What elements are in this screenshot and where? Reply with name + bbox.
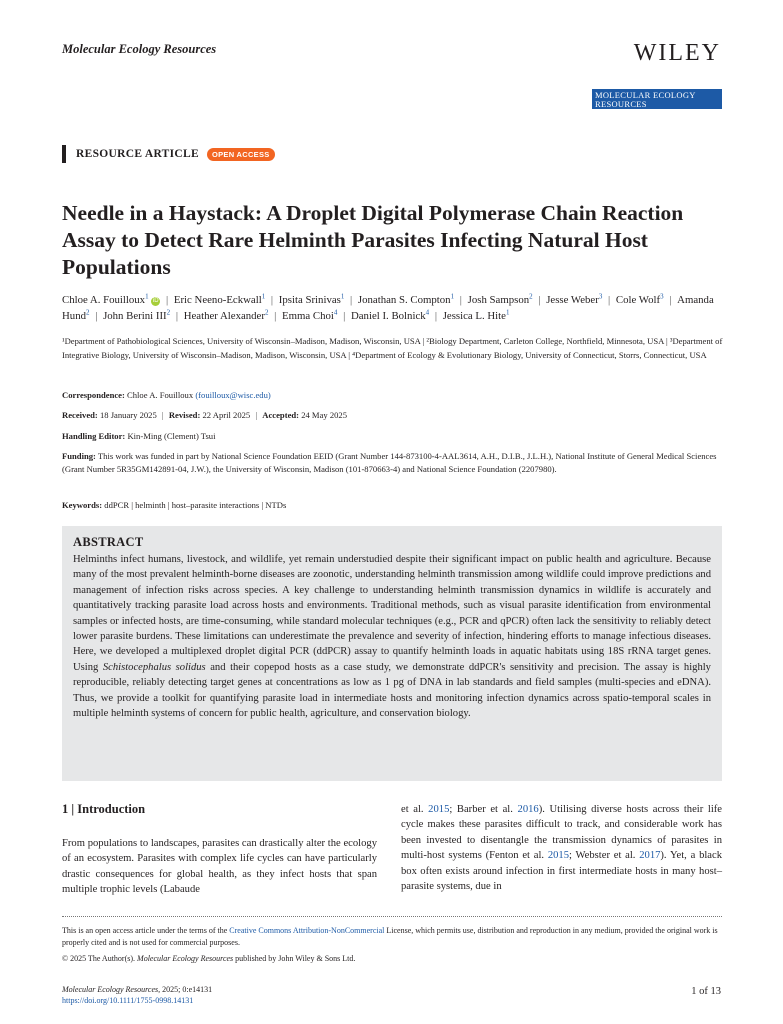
affiliation-marker[interactable]: 1 <box>450 292 455 301</box>
species-name: Schistocephalus solidus <box>102 661 206 673</box>
funding <box>62 450 727 476</box>
article-type-row <box>62 145 275 163</box>
abstract-box <box>62 526 722 781</box>
journal-name: Molecular Ecology Resources <box>62 42 217 56</box>
affiliation-marker[interactable]: 4 <box>333 308 338 317</box>
journal-badge[interactable] <box>592 89 722 109</box>
keywords <box>62 499 727 512</box>
citation-link[interactable]: 2015 <box>428 804 450 815</box>
affiliation-marker[interactable]: 2 <box>86 308 90 317</box>
accepted-label: Accepted: <box>262 410 300 420</box>
author-name[interactable]: Amanda Hund <box>62 294 714 322</box>
received-label: Received: <box>62 410 98 420</box>
doi-link[interactable]: https://doi.org/10.1111/1755-0998.14131 <box>62 996 194 1005</box>
author-separator: | <box>666 294 675 306</box>
author-name[interactable]: Emma Choi <box>282 310 334 322</box>
intro-column-right: et al. 2015; Barber et al. 2016). Utilising diverse hosts across their life cycle makes these parasites difficult to track, and considerable work has been invested to disentangle the transmission dynamics of parasites in multi-host systems (Fenton et al. 2015; Webster et al. 2017). Yet, a black box often exists around infection in first intermediate hosts in many host–parasite systems, due in <box>401 804 723 893</box>
abstract-text-part2: and their copepod hosts as a case study, we demonstrate ddPCR's sensitivity and precision. The assay is highly reproducible, reliably detecting target genes at concentrations as low as 1 pg of DNA in lab standards and field samples (multi-species and eDNA). Thus, we provide a toolkit for quantifying parasite load in intermediate hosts and monitoring infection dynamics across spatio-temporal scales in multiple helminth systems of concern for public health, agriculture, and conservation biology. <box>73 661 711 720</box>
author-name[interactable]: John Berini III <box>103 310 167 322</box>
affiliation-marker[interactable]: 1 <box>340 292 345 301</box>
orcid-icon[interactable]: iD <box>152 298 159 304</box>
affiliation-marker[interactable]: 1 <box>505 308 510 317</box>
abstract-text-part1: Helminths infect humans, livestock, and wildlife, yet remain understudied despite their significant impact on public health and agriculture. Because many of the most prevalent helminth-borne diseases are zoonotic, understanding helminth transmission among wildlife could improve predictions and management of infection risks across species. A key challenge to understanding helminth transmission dynamics in wildlife is accurately and quantitatively tracking parasite load across hosts and environments. Traditional methods, such as visual parasite identification from environmental samples or infected hosts, are time-consuming, while standard molecular techniques (e.g., PCR and qPCR) often lack the sensitivity to reliably detect lower parasite burdens. These limitations can underestimate the prevalence and severity of infection, hindering efforts to manage infectious diseases. Here, we developed a multiplexed droplet digital PCR (ddPCR) assay to quantify helminth loads in aquatic habitats using 18S rRNA target genes. Using <box>73 554 711 673</box>
citation-line: Molecular Ecology Resources, 2025; 0:e14131 <box>62 985 213 994</box>
author-name[interactable]: Eric Neeno-Eckwall <box>173 294 262 306</box>
correspondence-label: Correspondence: <box>62 390 125 400</box>
author-name[interactable]: Jessica L. Hite <box>442 310 506 322</box>
author-name[interactable]: Ipsita Srinivas <box>278 294 341 306</box>
affiliation-marker[interactable]: 3 <box>660 292 664 301</box>
keywords-label: Keywords: <box>62 500 103 510</box>
handling-editor-name: Kin-Ming (Clement) Tsui <box>127 431 216 441</box>
correspondence-email[interactable]: (fouilloux@wisc.edu) <box>195 390 271 400</box>
funding-text: This work was funded in part by National Science Foundation EEID (Grant Number 144-873100-4-AAL3614, A.H., D.I.B., J.L.H.), National Institute of General Medical Sciences (Grant Number 5R35GM142891-04, J.W.), the University of Wisconsin, Madison (101-870663-4) and National Science Foundation (2207980). <box>62 451 717 474</box>
author-separator: | <box>605 294 613 306</box>
affiliation-marker[interactable]: 1 <box>261 292 266 301</box>
footer-divider <box>62 916 722 917</box>
correspondence <box>62 389 727 402</box>
citation-link[interactable]: 2015 <box>547 850 570 862</box>
author-separator: | <box>347 294 355 306</box>
author-separator: | <box>92 310 101 322</box>
affiliations: ¹Department of Pathobiological Sciences, University of Wisconsin–Madison, Madison, Wisconsin, USA | ²Biology Department, Carleton College, Northfield, Minnesota, USA | ³Department of Integrative Biology, University of Wisconsin–Madison, Madison, Wisconsin, USA | ⁴Department of Ecology & Evolutionary Biology, University of Connecticut, Storrs, Connecticut, USA <box>62 336 723 360</box>
intro-column-left: From populations to landscapes, parasites can drastically alter the ecology of an ecosystem. Parasites with complex life cycles can have particularly drastic consequences for global health, as they infect hosts that span multiple trophic levels (Labaude <box>62 838 377 896</box>
author-name[interactable]: Jonathan S. Compton <box>357 294 451 306</box>
abstract-text <box>73 552 711 721</box>
affiliation-marker[interactable]: 2 <box>166 308 171 317</box>
author-list <box>62 292 727 324</box>
correspondence-name: Chloe A. Fouilloux <box>127 390 194 400</box>
author-name[interactable]: Chloe A. Fouilloux <box>62 294 146 306</box>
publisher-logo[interactable]: WILEY <box>633 40 721 66</box>
revised-label: Revised: <box>168 410 201 420</box>
author-separator: | <box>457 294 465 306</box>
section-heading-introduction: 1 | Introduction <box>62 802 146 816</box>
author-name[interactable]: Cole Wolf <box>615 294 661 306</box>
article-dates: Received: 18 January 2025 | Revised: 22 April 2025 | Accepted: 24 May 2025 <box>62 410 348 420</box>
license-notice: This is an open access article under the terms of the Creative Commons Attribution-NonCommercial License, which permits use, distribution and reproduction in any medium, provided the original work is properly cited and is not used for commercial purposes. <box>62 926 718 947</box>
citation-link[interactable]: 2017 <box>639 850 661 862</box>
author-separator: | <box>340 310 348 322</box>
article-type-bar <box>62 145 66 163</box>
funding-label: Funding: <box>62 451 96 461</box>
author-separator: | <box>535 294 544 306</box>
article-type: RESOURCE ARTICLE <box>76 148 199 160</box>
license-link[interactable]: Creative Commons Attribution-NonCommercial <box>229 926 385 935</box>
affiliation-marker[interactable]: 2 <box>529 292 533 301</box>
keywords-text: ddPCR | helminth | host–parasite interactions | NTDs <box>104 500 287 510</box>
accepted-date: 24 May 2025 <box>301 410 348 420</box>
author-separator: | <box>432 310 440 322</box>
author-separator: | <box>271 310 280 322</box>
journal-badge-line2: RESOURCES <box>595 98 647 109</box>
abstract-heading: ABSTRACT <box>73 535 144 549</box>
affiliation-marker[interactable]: 1 <box>145 292 149 301</box>
journal-badge-line1: MOLECULAR ECOLOGY <box>595 90 696 100</box>
affiliation-marker[interactable]: 2 <box>264 308 269 317</box>
revised-date: 22 April 2025 <box>202 410 251 420</box>
author-separator: | <box>268 294 276 306</box>
author-name[interactable]: Jesse Weber <box>546 294 599 306</box>
author-separator: | <box>163 294 171 306</box>
handling-editor-label: Handling Editor: <box>62 431 126 441</box>
page-number: 1 of 13 <box>691 986 721 997</box>
handling-editor <box>62 430 727 443</box>
affiliation-marker[interactable]: 4 <box>425 308 430 317</box>
affiliation-marker[interactable]: 3 <box>598 292 603 301</box>
author-separator: | <box>173 310 181 322</box>
copyright-notice: © 2025 The Author(s). Molecular Ecology Resources published by John Wiley & Sons Ltd. <box>62 954 356 963</box>
author-name[interactable]: Heather Alexander <box>183 310 265 322</box>
article-title: Needle in a Haystack: A Droplet Digital Polymerase Chain Reaction Assay to Detect Rare Helminth Parasites Infecting Natural Host Populations <box>62 201 684 279</box>
open-access-badge[interactable]: OPEN ACCESS <box>207 148 275 161</box>
author-name[interactable]: Josh Sampson <box>467 294 530 306</box>
citation-link[interactable]: 2016 <box>517 804 539 815</box>
author-name[interactable]: Daniel I. Bolnick <box>350 310 426 322</box>
received-date: 18 January 2025 <box>99 410 157 420</box>
